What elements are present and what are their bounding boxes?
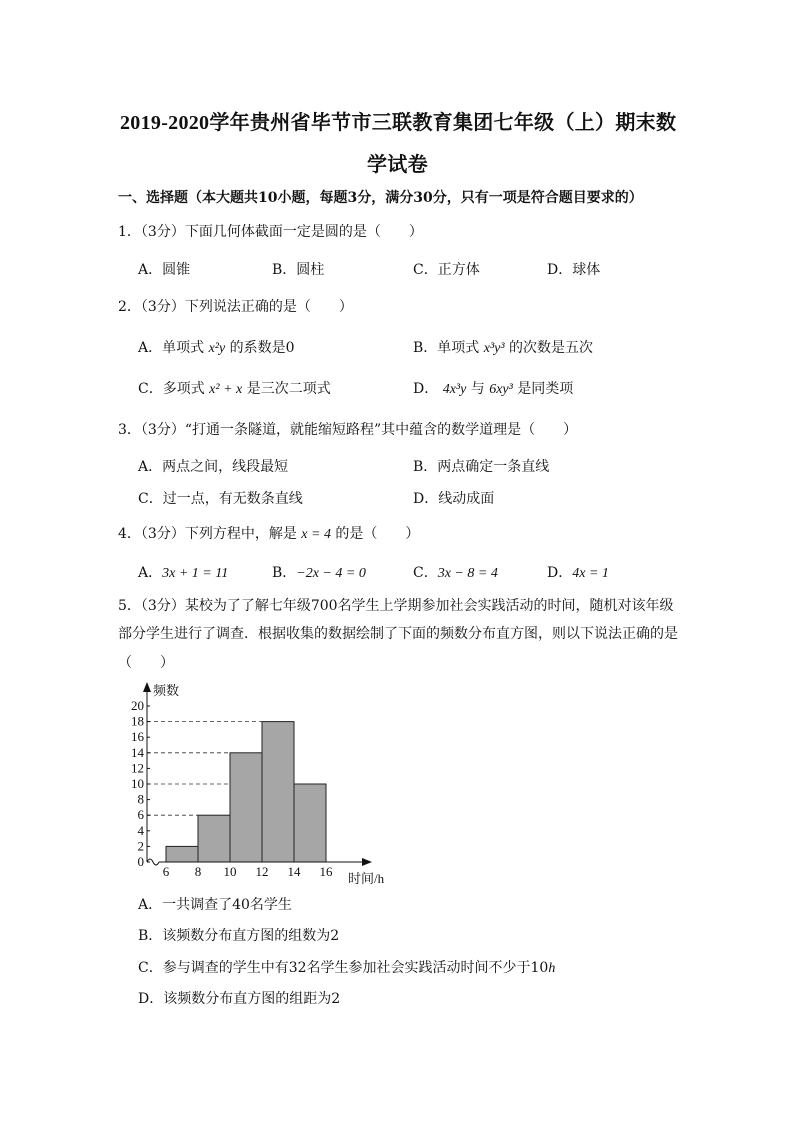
option-text: 的次数是五次 [509, 340, 594, 356]
y-tick-label: 20 [131, 698, 144, 713]
y-tick-label: 4 [137, 822, 144, 838]
stem-text: 的是（ ） [335, 526, 420, 542]
option-text: 是同类项 [517, 381, 574, 397]
math-expression: 3x + 1 = 11 [162, 566, 229, 581]
x-tick-label: 10 [223, 864, 237, 879]
math-expression: −2x − 4 = 0 [296, 566, 366, 581]
question-5-option-d: D．该频数分布直方图的组距为2 [138, 991, 341, 1007]
question-3-stem: 3．（3分）“打通一条隧道，就能缩短路程”其中蕴含的数学道理是（ ） [118, 422, 578, 438]
page-title-line1: 2019-2020学年贵州省毕节市三联教育集团七年级（上）期末数 [120, 112, 677, 134]
page-title-line2: 学试卷 [367, 154, 428, 176]
question-5-stem-line1: 5．（3分）某校为了了解七年级700名学生上学期参加社会实践活动的时间，随机对该年级 [118, 598, 674, 614]
y-tick-label: 18 [131, 713, 144, 729]
x-tick-label: 8 [194, 864, 202, 879]
question-2-option-c [138, 378, 331, 398]
question-2-option-b [413, 337, 593, 357]
math-expression: 4x³y [442, 382, 467, 397]
option-label: B． [272, 565, 297, 581]
question-4-option-b [272, 562, 366, 582]
x-axis-label: 时间/h [348, 871, 385, 886]
question-5-stem-line3: （ ） [118, 655, 174, 671]
y-tick-label: 6 [137, 807, 144, 823]
x-tick-label: 16 [319, 864, 333, 879]
question-3-option-b: B．两点确定一条直线 [413, 459, 550, 475]
y-tick-label: 2 [137, 838, 144, 854]
question-3-option-c: C．过一点，有无数条直线 [138, 491, 303, 507]
y-tick-label: 0 [137, 854, 144, 869]
y-axis-arrow-icon [143, 682, 151, 692]
question-3-option-a: A．两点之间，线段最短 [138, 459, 289, 475]
math-expression: 6xy³ [489, 382, 513, 397]
question-5-option-b: B．该频数分布直方图的组数为2 [138, 928, 340, 944]
x-tick-label: 12 [255, 864, 269, 879]
stem-text: 4．（3分）下列方程中，解是 [118, 526, 297, 542]
option-text: C．参与调查的学生中有32名学生参加社会实践活动时间不少于10 [138, 960, 549, 976]
option-label: A． [138, 565, 163, 581]
question-4-option-c [413, 562, 498, 582]
math-expression: x = 4 [301, 527, 331, 542]
histogram-bar [230, 753, 262, 862]
histogram-bar [262, 722, 294, 862]
question-3-option-d: D．线动成面 [413, 491, 495, 507]
question-2-stem: 2．（3分）下列说法正确的是（ ） [118, 299, 353, 315]
histogram-bar [166, 846, 198, 862]
option-label: C． [413, 565, 438, 581]
math-expression: x³y³ [483, 341, 505, 356]
y-tick-label: 14 [131, 744, 144, 760]
option-text: C．多项式 [138, 381, 205, 397]
y-tick-label: 10 [131, 776, 144, 791]
frequency-histogram [110, 678, 410, 888]
section-heading: 一、选择题（本大题共10小题，每题3分，满分30分，只有一项是符合题目要求的） [118, 190, 643, 206]
option-text: A．单项式 [138, 340, 205, 356]
x-tick-label: 14 [287, 864, 301, 879]
y-tick-label: 16 [131, 729, 144, 745]
question-1-option-d: D．球体 [547, 262, 601, 278]
question-4-option-a [138, 562, 228, 582]
y-tick-label: 8 [137, 791, 144, 807]
math-expression: x²y [208, 341, 226, 356]
question-5-option-a: A．一共调查了40名学生 [138, 897, 292, 913]
question-2-option-a [138, 337, 295, 357]
y-tick-label: 12 [131, 760, 144, 776]
question-1-option-b: B．圆柱 [272, 262, 325, 278]
option-label: D． [547, 565, 573, 581]
question-4-option-d [547, 562, 609, 582]
question-1-stem: 1．（3分）下面几何体截面一定是圆的是（ ） [118, 224, 423, 240]
histogram-bar [294, 784, 326, 862]
x-axis-arrow-icon [362, 858, 372, 866]
question-2-option-d [413, 378, 573, 398]
option-text: D． [413, 381, 439, 397]
y-axis-label: 频数 [153, 683, 180, 698]
question-4-stem [118, 523, 419, 543]
question-5-stem-line2: 部分学生进行了调查．根据收集的数据绘制了下面的频数分布直方图，则以下说法正确的是 [118, 626, 678, 642]
option-text: B．单项式 [413, 340, 480, 356]
question-5-option-c [138, 957, 555, 977]
option-text: 与 [470, 381, 485, 397]
question-1-option-a: A．圆锥 [138, 262, 191, 278]
math-expression: 4x = 1 [572, 566, 609, 581]
unit-text: h [548, 961, 556, 976]
math-expression: x² + x [209, 382, 243, 397]
option-text: 是三次二项式 [246, 381, 331, 397]
question-1-option-c: C．正方体 [413, 262, 480, 278]
histogram-bar [198, 815, 230, 862]
option-text: 的系数是0 [229, 340, 295, 356]
x-tick-label: 6 [162, 864, 170, 879]
math-expression: 3x − 8 = 4 [437, 566, 498, 581]
